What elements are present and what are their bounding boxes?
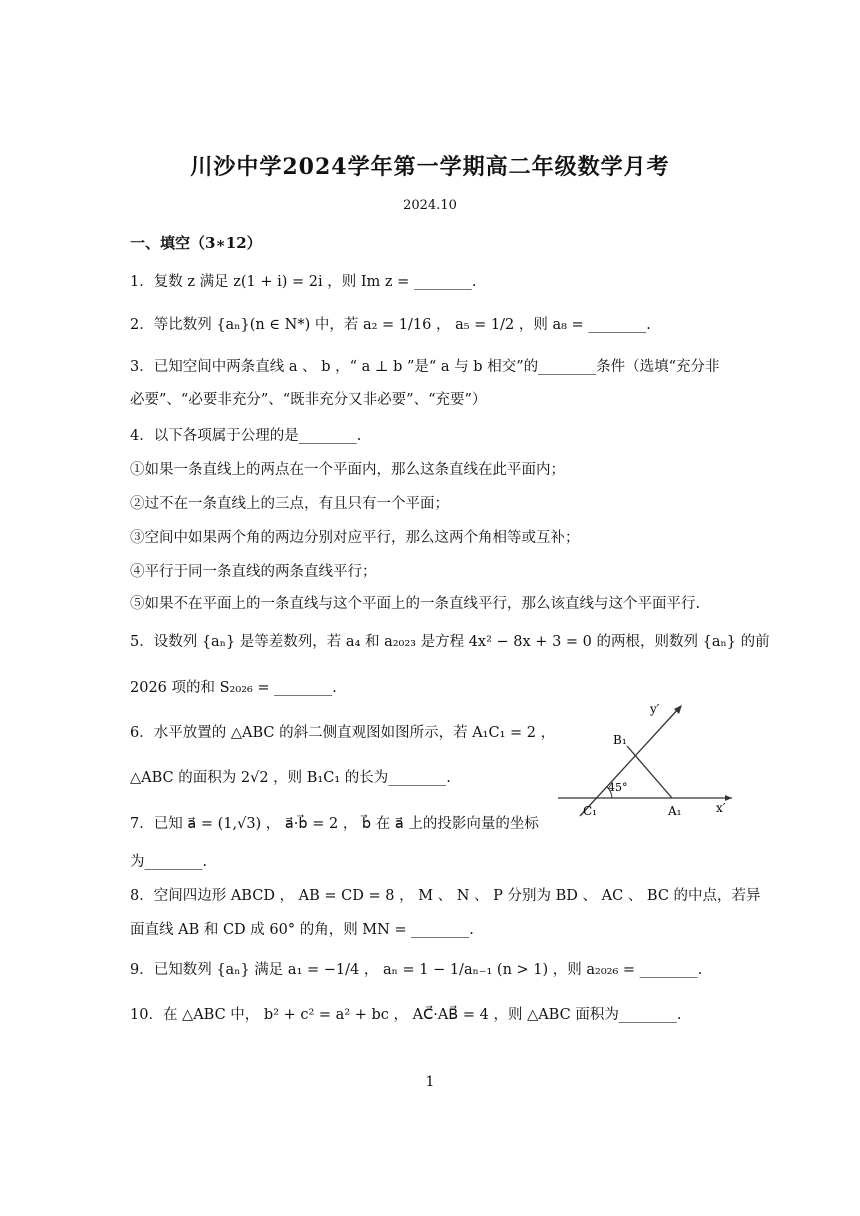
question-2: 2．等比数列 {aₙ}(n ∈ N*) 中，若 a₂ = 1/16 ， a₅ = 1/2 ，则 a₈ = ________.: [130, 317, 651, 333]
question-10: 10．在 △ABC 中， b² + c² = a² + bc ， AC⃗·AB⃗ = 4 ，则 △ABC 面积为________.: [130, 1007, 682, 1023]
question-6-line-1: 6．水平放置的 △ABC 的斜二侧直观图如图所示，若 A₁C₁ = 2 ，: [130, 725, 556, 741]
question-4-option-5: ⑤如果不在平面上的一条直线与这个平面上的一条直线平行，那么该直线与这个平面平行.: [130, 596, 701, 612]
question-7-line-1: 7．已知 a⃗ = (1,√3) ， a⃗·b⃗ = 2 ， b⃗ 在 a⃗ 上的投影向量的坐标: [130, 816, 539, 832]
x-axis-label: x′: [716, 801, 726, 815]
question-5-line-2: 2026 项的和 S₂₀₂₆ = ________.: [130, 680, 337, 696]
question-4-option-4: ④平行于同一条直线的两条直线平行；: [130, 564, 377, 580]
y-prime-axis: [580, 707, 680, 816]
question-1: 1．复数 z 满足 z(1 + i) = 2i ，则 Im z = ________.: [130, 274, 477, 290]
section-heading: 一、填空（3∗12）: [130, 234, 262, 252]
point-b1-label: B₁: [613, 733, 627, 747]
question-8-line-2: 面直线 AB 和 CD 成 60° 的角，则 MN = ________.: [130, 922, 474, 938]
question-4-option-3: ③空间中如果两个角的两边分别对应平行，那么这两个角相等或互补；: [130, 530, 580, 546]
question-4-option-2: ②过不在一条直线上的三点，有且只有一个平面；: [130, 496, 449, 512]
y-axis-label: y′: [650, 702, 660, 716]
question-9: 9．已知数列 {aₙ} 满足 a₁ = −1/4 ， aₙ = 1 − 1/aₙ₋₁ (n > 1) ，则 a₂₀₂₆ = ________.: [130, 962, 703, 978]
point-a1-label: A₁: [668, 804, 682, 818]
question-5-line-1: 5．设数列 {aₙ} 是等差数列，若 a₄ 和 a₂₀₂₃ 是方程 4x² − 8x + 3 = 0 的两根，则数列 {aₙ} 的前: [130, 634, 770, 650]
exam-date: 2024.10: [403, 198, 457, 213]
segment-b1-a1: [627, 746, 672, 798]
angle-label: 45°: [608, 781, 628, 794]
page-title: 川沙中学2024学年第一学期高二年级数学月考: [190, 154, 670, 180]
oblique-projection-figure: [550, 695, 740, 825]
question-3-line-1: 3．已知空间中两条直线 a 、 b ，“ a ⊥ b ”是“ a 与 b 相交”的________条件（选填“充分非: [130, 359, 720, 375]
page-number: 1: [425, 1074, 435, 1090]
point-c1-label: C₁: [583, 804, 597, 818]
question-4: 4．以下各项属于公理的是________.: [130, 428, 362, 444]
question-8-line-1: 8．空间四边形 ABCD ， AB = CD = 8 ， M 、 N 、 P 分别为 BD 、 AC 、 BC 的中点，若异: [130, 888, 761, 904]
x-axis-arrow-icon: [725, 795, 732, 801]
question-7-line-2: 为________.: [130, 854, 208, 870]
question-6-line-2: △ABC 的面积为 2√2 ，则 B₁C₁ 的长为________.: [130, 770, 451, 786]
question-3-line-2: 必要”、“必要非充分”、“既非充分又非必要”、“充要”）: [130, 392, 487, 408]
question-4-option-1: ①如果一条直线上的两点在一个平面内，那么这条直线在此平面内；: [130, 462, 565, 478]
